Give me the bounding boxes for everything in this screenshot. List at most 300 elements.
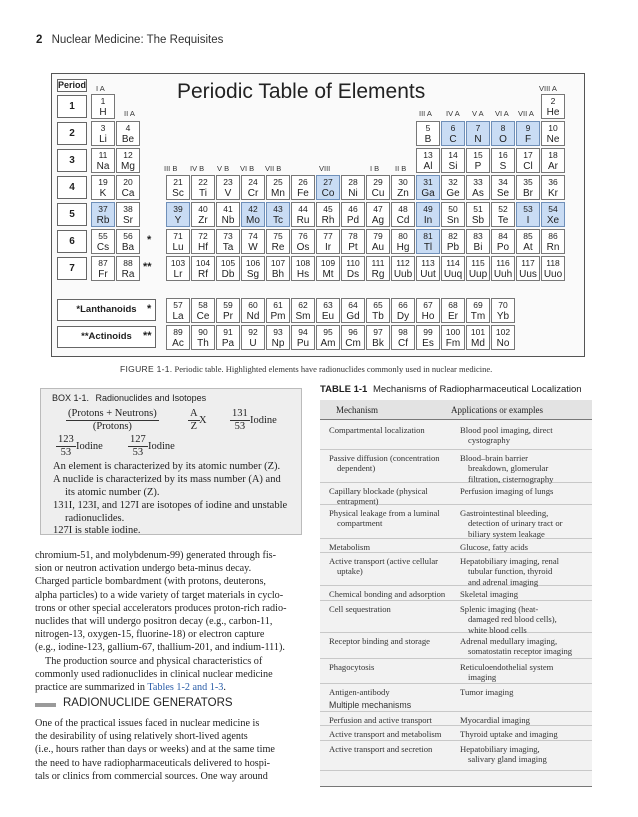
element-cell	[216, 256, 240, 281]
atomic-number: 109	[320, 258, 336, 268]
atomic-number: 39	[173, 204, 183, 214]
box-line: radionuclides.	[65, 513, 125, 524]
atomic-number: 11	[98, 150, 108, 160]
element-symbol: I	[526, 214, 530, 226]
cell-line: and adrenal imaging	[468, 576, 539, 587]
atomic-number: 71	[173, 231, 183, 241]
atomic-number: 14	[448, 150, 458, 160]
element-symbol: N	[474, 133, 482, 145]
element-symbol: Po	[496, 241, 510, 253]
body-paragraph-2	[35, 717, 305, 783]
element-cell	[166, 229, 190, 254]
element-symbol: Pt	[348, 241, 358, 253]
atomic-number: 83	[473, 231, 483, 241]
mechanism-cell	[329, 636, 430, 646]
cell-line: Compartmental localization	[329, 425, 425, 435]
atomic-number: 37	[98, 204, 108, 214]
element-symbol: Hs	[296, 268, 310, 280]
element-cell	[541, 256, 565, 281]
atomic-number: 53	[523, 204, 533, 214]
table-label: TABLE 1-1	[320, 384, 368, 395]
element-symbol: Yb	[496, 310, 510, 322]
element-symbol: Fr	[98, 268, 108, 280]
atomic-number: 23	[223, 177, 233, 187]
element-cell	[391, 202, 415, 227]
atomic-number: 30	[398, 177, 408, 187]
atomic-number: 13	[423, 150, 433, 160]
cell-line: Passive diffusion (concentration	[329, 453, 440, 463]
element-symbol: He	[546, 106, 560, 118]
body-paragraph-1	[35, 549, 305, 694]
element-cell	[441, 256, 465, 281]
element-symbol: Be	[121, 133, 135, 145]
element-symbol: Mn	[271, 187, 285, 199]
element-symbol: Es	[422, 337, 434, 349]
element-cell	[516, 121, 540, 146]
element-symbol: Hf	[198, 241, 208, 253]
cell-line: uptake)	[337, 566, 363, 577]
element-cell	[491, 256, 515, 281]
element-cell	[316, 325, 340, 350]
cell-line: Antigen-antibody	[329, 687, 390, 697]
atomic-number: 15	[473, 150, 483, 160]
section-heading-text: RADIONUCLIDE GENERATORS	[63, 697, 233, 709]
text-line: chromium-51, and molybdenum-99) generated through fis-	[35, 550, 277, 561]
atomic-number: 67	[423, 300, 433, 310]
atomic-number: 69	[473, 300, 483, 310]
element-symbol: Dy	[396, 310, 410, 322]
element-symbol: Na	[96, 160, 110, 172]
element-symbol: Ta	[222, 241, 234, 253]
element-cell	[191, 256, 215, 281]
atomic-number: 82	[448, 231, 458, 241]
cell-line: dependent)	[337, 463, 376, 474]
element-symbol: Si	[448, 160, 458, 172]
element-cell	[341, 325, 365, 350]
element-cell	[491, 325, 515, 350]
cell-line: Perfusion and active transport	[329, 715, 432, 725]
cell-line: cystography	[468, 435, 511, 446]
application-cell	[460, 542, 528, 552]
element-symbol: Ag	[371, 214, 385, 226]
atomic-number: 43	[273, 204, 283, 214]
period-number: 1	[57, 95, 87, 118]
element-symbol: Ga	[421, 187, 435, 199]
atomic-number: 48	[398, 204, 408, 214]
element-cell	[216, 229, 240, 254]
element-symbol: O	[499, 133, 507, 145]
element-cell	[541, 121, 565, 146]
periodic-table-title: Periodic Table of Elements	[177, 80, 426, 103]
element-symbol: Th	[197, 337, 209, 349]
frac-numerator: A	[188, 408, 200, 421]
atomic-number: 92	[248, 327, 258, 337]
atomic-number: 20	[123, 177, 133, 187]
element-symbol: Ge	[446, 187, 460, 199]
atomic-number: 81	[423, 231, 433, 241]
cell-line: Metabolism	[329, 542, 371, 552]
element-cell	[541, 148, 565, 173]
element-symbol: Tc	[273, 214, 283, 226]
period-number: 2	[57, 122, 87, 145]
atomic-number: 102	[495, 327, 511, 337]
period-number: 4	[57, 176, 87, 199]
element-symbol: Rg	[371, 268, 385, 280]
formula-notation	[188, 408, 200, 433]
element-symbol: Sc	[172, 187, 184, 199]
element-cell	[366, 175, 390, 200]
mechanism-cell	[329, 589, 445, 599]
element-symbol: Pd	[346, 214, 360, 226]
element-cell	[166, 298, 190, 323]
atomic-number: 78	[348, 231, 358, 241]
text-line: One of the practical issues faced in nuclear medicine is	[35, 718, 260, 729]
element-symbol: Co	[321, 187, 335, 199]
element-cell	[391, 175, 415, 200]
formula-mass-over-atomic	[66, 408, 159, 433]
cell-line: Capillary blockade (physical	[329, 486, 428, 496]
group-label: III B	[164, 164, 178, 173]
element-symbol: Ho	[421, 310, 435, 322]
element-cell	[466, 325, 490, 350]
atomic-number: 88	[123, 258, 133, 268]
element-cell	[291, 202, 315, 227]
box-line: its atomic number (Z).	[65, 487, 160, 498]
application-cell	[460, 662, 553, 683]
atomic-number: 40	[198, 204, 208, 214]
mechanism-cell	[329, 542, 370, 552]
atomic-number: 96	[348, 327, 358, 337]
element-cell	[416, 229, 440, 254]
element-cell	[441, 325, 465, 350]
atomic-number: 12	[123, 150, 133, 160]
element-cell	[91, 175, 115, 200]
mechanism-cell	[329, 508, 440, 529]
atomic-number: 68	[448, 300, 458, 310]
element-cell	[91, 256, 115, 281]
atomic-number: 17	[523, 150, 533, 160]
atomic-number: 28	[348, 177, 358, 187]
text-line	[35, 681, 305, 694]
atomic-number: 57	[173, 300, 183, 310]
atomic-number: 42	[248, 204, 258, 214]
mechanism-cell	[329, 700, 411, 710]
element-cell	[516, 148, 540, 173]
cell-line: Blood pool imaging, direct	[460, 425, 553, 435]
element-cell	[291, 229, 315, 254]
element-cell	[316, 256, 340, 281]
element-symbol: Np	[271, 337, 285, 349]
cell-line: Reticuloendothelial system	[460, 662, 554, 672]
element-symbol: Os	[296, 241, 310, 253]
atomic-number: 63	[323, 300, 333, 310]
box-label: BOX 1-1.	[52, 393, 90, 403]
atomic-number: 104	[195, 258, 211, 268]
element-symbol: Ir	[324, 241, 332, 253]
cell-line: Phagocytosis	[329, 662, 375, 672]
cell-line: Hepatobiliary imaging, renal	[460, 556, 560, 566]
element-symbol: Fe	[297, 187, 309, 199]
element-cell	[316, 229, 340, 254]
element-symbol: Uuq	[443, 268, 463, 280]
cell-line: Receptor binding and storage	[329, 636, 430, 646]
atomic-number: 93	[273, 327, 283, 337]
element-cell	[416, 298, 440, 323]
element-cell	[466, 148, 490, 173]
element-symbol: K	[99, 187, 107, 199]
element-symbol: Cl	[523, 160, 533, 172]
period-number: 7	[57, 257, 87, 280]
atomic-number: 77	[323, 231, 333, 241]
element-cell	[266, 229, 290, 254]
atomic-number: 99	[423, 327, 433, 337]
element-symbol: Ru	[296, 214, 310, 226]
atomic-number: 18	[548, 150, 558, 160]
cell-line: compartment	[337, 518, 383, 529]
element-cell	[341, 229, 365, 254]
element-symbol: Mo	[246, 214, 260, 226]
atomic-number: 95	[323, 327, 333, 337]
cell-line: somatostatin receptor imaging	[468, 646, 573, 657]
element-symbol: F	[524, 133, 532, 145]
text-run: .	[223, 682, 226, 694]
text-line: nuclides that will undergo positron decay (e.g., carbon-11,	[35, 616, 273, 628]
cell-line: Perfusion imaging of lungs	[460, 486, 554, 496]
atomic-number: 3	[100, 123, 106, 133]
group-label: VIII A	[539, 84, 557, 93]
application-cell	[460, 508, 563, 539]
element-cell	[466, 298, 490, 323]
formula-iodine-123	[56, 434, 76, 459]
element-symbol: Db	[221, 268, 235, 280]
element-symbol: Rf	[198, 268, 208, 280]
cell-line: Splenic imaging (heat-	[460, 604, 539, 614]
element-cell	[466, 175, 490, 200]
atomic-number: 47	[373, 204, 383, 214]
text-line: The production source and physical characteristics of	[45, 655, 263, 667]
element-symbol: Nb	[221, 214, 235, 226]
element-symbol: Tl	[423, 241, 433, 253]
element-cell	[491, 202, 515, 227]
group-label: II B	[395, 164, 407, 173]
element-symbol: Cf	[398, 337, 408, 349]
element-cell	[416, 121, 440, 146]
element-cell	[216, 202, 240, 227]
element-symbol: Uub	[393, 268, 413, 280]
text-line: alpha particles) to a wide variety of target materials in cyclo-	[35, 589, 284, 601]
element-symbol: Uuo	[543, 268, 563, 280]
element-symbol: Rb	[96, 214, 110, 226]
element-cell	[91, 229, 115, 254]
formula-symbol: Iodine	[148, 441, 175, 452]
element-cell	[116, 256, 140, 281]
cell-line: white blood cells	[468, 624, 527, 635]
element-symbol: Cm	[345, 337, 361, 349]
element-symbol: Rn	[546, 241, 560, 253]
application-cell	[460, 636, 572, 657]
element-symbol: Se	[496, 187, 510, 199]
cell-line: Myocardial imaging	[460, 715, 530, 725]
cell-line: entrapment)	[337, 496, 379, 507]
atomic-number: 89	[173, 327, 183, 337]
atomic-number: 58	[198, 300, 208, 310]
element-cell	[241, 175, 265, 200]
page-number: 2	[36, 34, 43, 46]
atomic-number: 65	[373, 300, 383, 310]
element-cell	[266, 202, 290, 227]
atomic-number: 22	[198, 177, 208, 187]
atomic-number: 73	[223, 231, 233, 241]
application-cell	[460, 729, 558, 739]
atomic-number: 56	[123, 231, 133, 241]
mechanism-cell	[329, 715, 432, 725]
cell-line: Skeletal imaging	[460, 589, 518, 599]
series-marker: **	[143, 330, 152, 342]
application-cell	[460, 687, 513, 697]
element-symbol: Au	[371, 241, 385, 253]
section-heading	[35, 697, 233, 709]
atomic-number: 101	[470, 327, 486, 337]
group-label: VII A	[518, 109, 534, 118]
element-symbol: Lu	[172, 241, 184, 253]
frac-denominator: 53	[234, 421, 246, 433]
element-cell	[341, 175, 365, 200]
element-symbol: Ni	[348, 187, 358, 199]
element-cell	[441, 175, 465, 200]
cell-line: Blood–brain barrier	[460, 453, 529, 463]
element-symbol: Ba	[121, 241, 135, 253]
element-cell	[166, 175, 190, 200]
box-title-text: Radionuclides and Isotopes	[95, 393, 207, 403]
element-symbol: Kr	[548, 187, 558, 199]
group-label: IV B	[190, 164, 205, 173]
tables-link[interactable]: Tables 1-2 and 1-3	[147, 682, 224, 694]
formula-iodine-127	[128, 434, 148, 459]
element-symbol: Li	[99, 133, 107, 145]
element-cell	[391, 325, 415, 350]
atomic-number: 107	[270, 258, 286, 268]
box-title	[52, 393, 206, 403]
element-symbol: At	[523, 241, 533, 253]
element-symbol: Mg	[121, 160, 135, 172]
element-symbol: H	[99, 106, 107, 118]
series-marker: **	[143, 261, 152, 273]
element-symbol: As	[472, 187, 484, 199]
atomic-number: 66	[398, 300, 408, 310]
period-number: 5	[57, 203, 87, 226]
atomic-number: 36	[548, 177, 558, 187]
group-label: III A	[419, 109, 432, 118]
text-line: the need to have radiopharmaceuticals delivered to hospi-	[35, 757, 271, 769]
atomic-number: 26	[298, 177, 308, 187]
element-cell	[191, 325, 215, 350]
frac-denominator: 53	[132, 447, 144, 459]
element-cell	[491, 148, 515, 173]
atomic-number: 105	[220, 258, 236, 268]
group-label: I A	[96, 84, 105, 93]
cell-line: salivary gland imaging	[468, 754, 547, 765]
element-cell	[241, 325, 265, 350]
formula-iodine-131	[230, 408, 250, 433]
atomic-number: 75	[273, 231, 283, 241]
element-cell	[91, 202, 115, 227]
element-cell	[91, 94, 115, 119]
element-symbol: Ds	[346, 268, 360, 280]
table-bottom-rule	[320, 786, 592, 787]
atomic-number: 32	[448, 177, 458, 187]
atomic-number: 116	[496, 258, 510, 268]
element-cell	[491, 229, 515, 254]
element-cell	[466, 202, 490, 227]
element-cell	[366, 325, 390, 350]
atomic-number: 33	[473, 177, 483, 187]
text-line: the desirability of using relatively short-lived agents	[35, 731, 248, 743]
atomic-number: 21	[173, 177, 183, 187]
atomic-number: 2	[550, 96, 556, 106]
element-cell	[191, 202, 215, 227]
frac-numerator: 123	[56, 434, 76, 447]
box-line: 131I, 123I, and 127I are isotopes of iodine and unstable	[53, 500, 288, 511]
atomic-number: 62	[298, 300, 308, 310]
atomic-number: 108	[295, 258, 311, 268]
element-symbol: Zr	[198, 214, 208, 226]
element-cell	[116, 229, 140, 254]
mechanism-cell	[329, 744, 432, 754]
element-symbol: Re	[271, 241, 285, 253]
text-line: trons or other special accelerators produces proton-rich radio-	[35, 602, 287, 614]
atomic-number: 38	[123, 204, 133, 214]
atomic-number: 5	[425, 123, 431, 133]
col-header-mechanism: Mechanism	[336, 405, 378, 415]
element-cell	[416, 256, 440, 281]
element-cell	[441, 202, 465, 227]
atomic-number: 29	[373, 177, 383, 187]
formula-symbol: Iodine	[250, 415, 277, 426]
cell-line: Gastrointestinal bleeding,	[460, 508, 549, 518]
element-symbol: Mt	[322, 268, 334, 280]
element-cell	[291, 298, 315, 323]
element-symbol: Er	[448, 310, 458, 322]
atomic-number: 97	[373, 327, 383, 337]
cell-line: Active transport and secretion	[329, 744, 433, 754]
element-cell	[541, 229, 565, 254]
mechanism-cell	[329, 453, 440, 474]
series-marker: *	[147, 234, 152, 246]
mechanism-cell	[329, 662, 374, 672]
atomic-number: 27	[323, 177, 333, 187]
text-line: sion or neutron activation undergo beta-minus decay.	[35, 563, 252, 575]
cell-line: breakdown, glomerular	[468, 463, 549, 474]
element-cell	[516, 229, 540, 254]
element-symbol: Cs	[96, 241, 110, 253]
element-cell	[116, 121, 140, 146]
atomic-number: 76	[298, 231, 308, 241]
element-symbol: Bh	[271, 268, 285, 280]
atomic-number: 34	[498, 177, 508, 187]
atomic-number: 86	[548, 231, 558, 241]
cell-line: Active transport and metabolism	[329, 729, 442, 739]
group-label: II A	[124, 109, 135, 118]
atomic-number: 54	[548, 204, 558, 214]
cell-line: tubular function, thyroid	[468, 566, 553, 577]
element-symbol: No	[496, 337, 510, 349]
mechanism-cell	[329, 687, 390, 697]
element-symbol: Ar	[548, 160, 558, 172]
element-cell	[341, 298, 365, 323]
element-symbol: Te	[497, 214, 509, 226]
period-number: 3	[57, 149, 87, 172]
lanthanoids-label: *Lanthanoids	[57, 299, 156, 321]
